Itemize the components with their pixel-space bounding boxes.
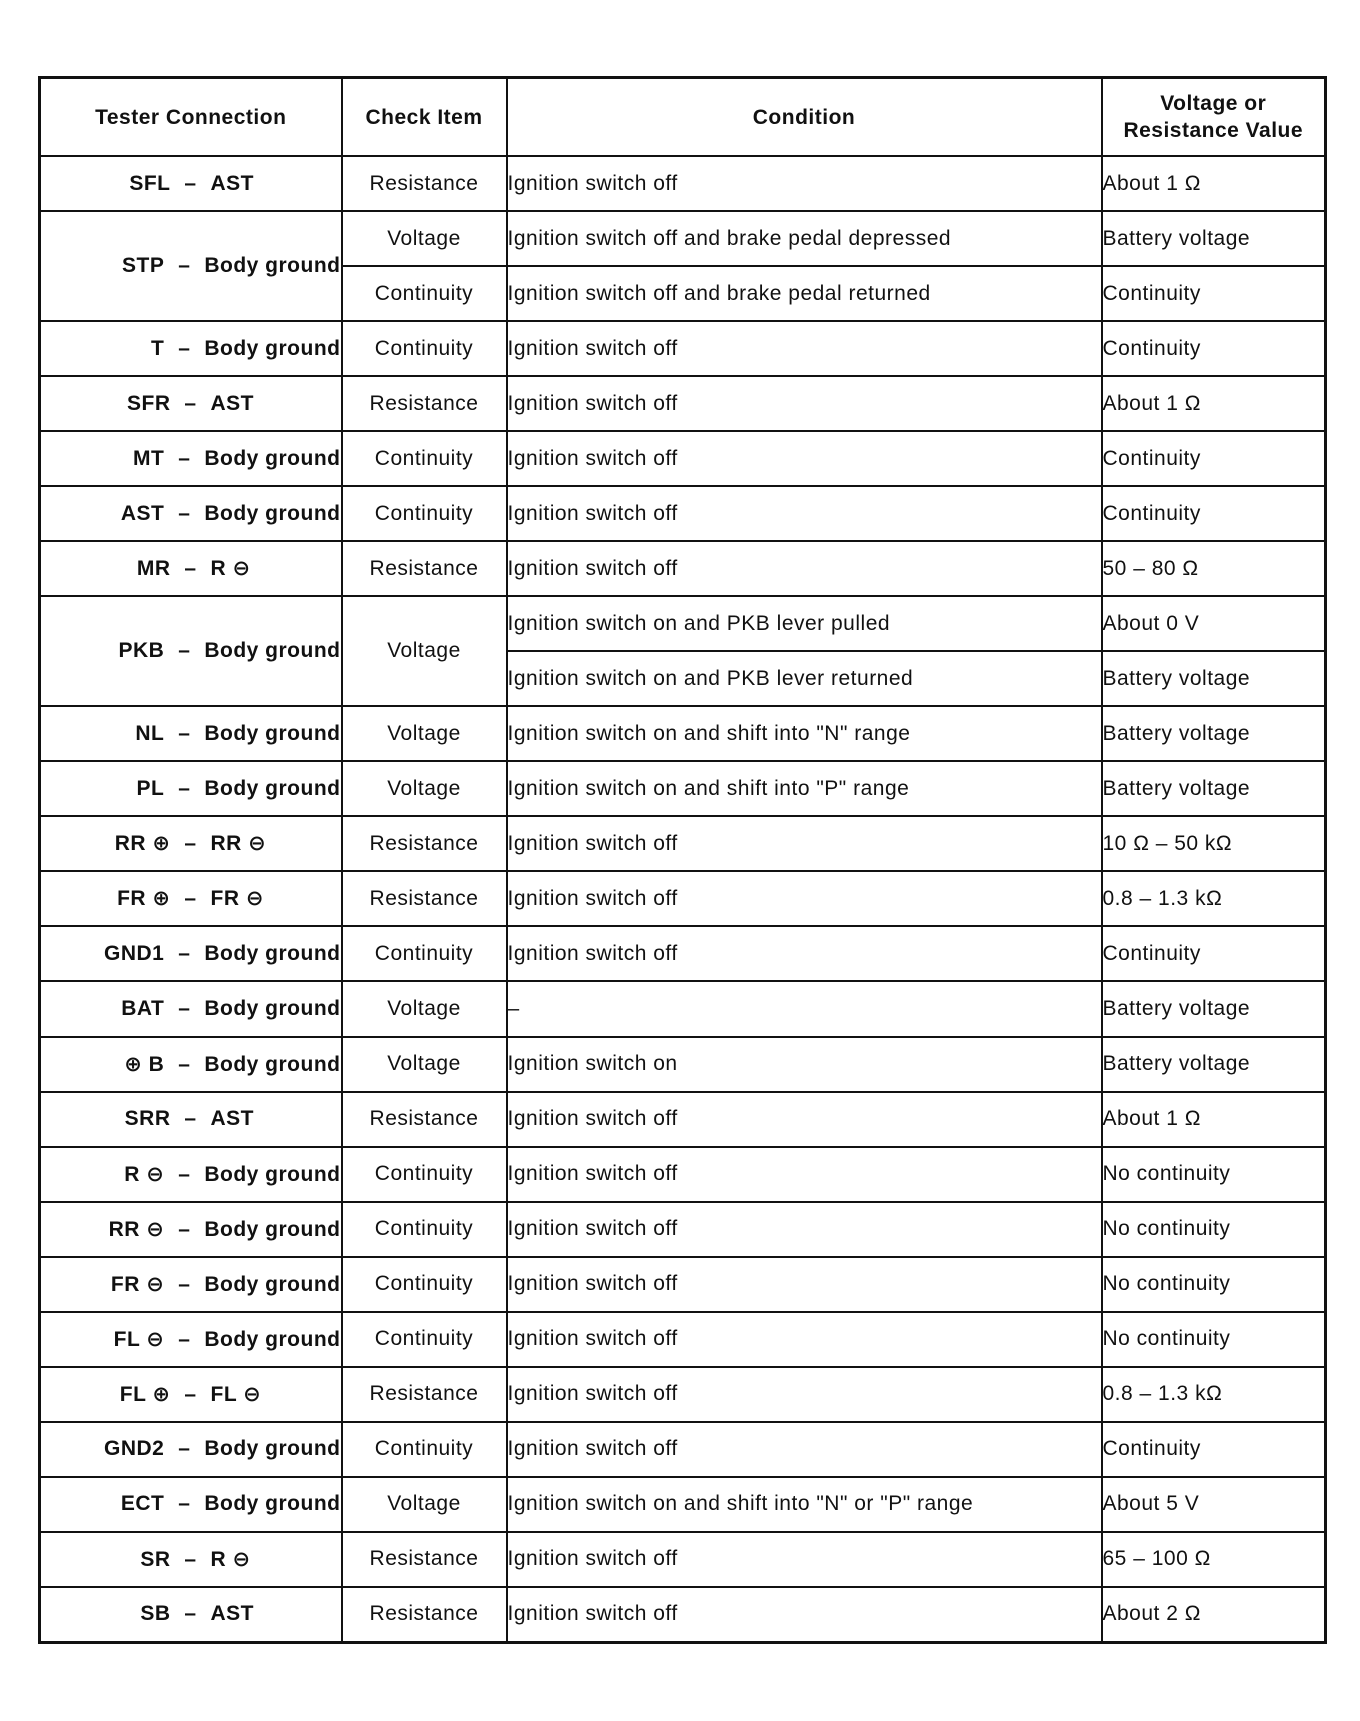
check-item-cell: Voltage [342, 211, 507, 266]
tester-connection-cell [40, 871, 342, 926]
header-row [40, 78, 1326, 157]
terminal-b: R ⊖ [210, 1547, 251, 1571]
connection-dash: – [178, 996, 191, 1020]
check-item-cell: Continuity [342, 486, 507, 541]
terminal-b: Body ground [204, 501, 341, 525]
condition-cell: Ignition switch off [507, 871, 1102, 926]
terminal-a: R ⊖ [124, 1162, 165, 1186]
tester-connection-cell [40, 1037, 342, 1092]
terminal-a: FL ⊕ [119, 1382, 171, 1406]
terminal-a: ⊕ B [124, 1052, 165, 1076]
condition-cell: Ignition switch on [507, 1037, 1102, 1092]
connection-dash: – [184, 832, 197, 856]
connection-dash: – [178, 776, 191, 800]
check-item-cell: Voltage [342, 761, 507, 816]
condition-cell: – [507, 981, 1102, 1036]
check-item-cell: Continuity [342, 266, 507, 321]
tester-connection-cell [40, 486, 342, 541]
tester-connection-cell [40, 1587, 342, 1643]
terminal-b: Body ground [204, 776, 341, 800]
check-item-cell: Voltage [342, 706, 507, 761]
connection-dash: – [184, 1382, 197, 1406]
check-item-cell: Continuity [342, 1312, 507, 1367]
terminal-a: RR ⊖ [108, 1217, 165, 1241]
connection-dash: – [178, 1492, 191, 1516]
check-item-cell: Resistance [342, 816, 507, 871]
condition-cell: Ignition switch off [507, 816, 1102, 871]
condition-cell: Ignition switch off and brake pedal depressed [507, 211, 1102, 266]
check-item-cell: Continuity [342, 431, 507, 486]
header-value-line2: Resistance Value [1123, 119, 1304, 142]
check-item-cell: Continuity [342, 1147, 507, 1202]
table-row [40, 926, 1326, 981]
value-cell: 0.8 – 1.3 kΩ [1102, 871, 1326, 926]
terminal-a: MT [133, 446, 165, 470]
condition-cell: Ignition switch off [507, 1422, 1102, 1477]
check-item-cell: Resistance [342, 1092, 507, 1147]
table-row [40, 1587, 1326, 1643]
terminal-b: Body ground [204, 1437, 341, 1461]
value-cell: 65 – 100 Ω [1102, 1532, 1326, 1587]
terminal-b: RR ⊖ [210, 832, 267, 856]
check-item-cell: Resistance [342, 1367, 507, 1422]
value-cell: Battery voltage [1102, 1037, 1326, 1092]
terminal-a: STP [122, 254, 165, 278]
connection-dash: – [178, 1272, 191, 1296]
terminal-a: MR [136, 557, 171, 581]
check-item-cell: Resistance [342, 1532, 507, 1587]
tester-connection-cell [40, 156, 342, 211]
value-cell: 0.8 – 1.3 kΩ [1102, 1367, 1326, 1422]
header-check-item: Check Item [342, 78, 507, 157]
connection-dash: – [184, 557, 197, 581]
tester-connection-cell [40, 761, 342, 816]
connection-dash: – [178, 1162, 191, 1186]
table-row [40, 1092, 1326, 1147]
tester-connection-cell [40, 816, 342, 871]
check-item-cell: Voltage [342, 981, 507, 1036]
table-row [40, 376, 1326, 431]
header-tester-connection: Tester Connection [40, 78, 342, 157]
condition-cell: Ignition switch off [507, 486, 1102, 541]
connection-dash: – [184, 887, 197, 911]
value-cell: About 1 Ω [1102, 1092, 1326, 1147]
tester-connection-cell [40, 321, 342, 376]
condition-cell: Ignition switch off [507, 1202, 1102, 1257]
check-item-cell: Resistance [342, 871, 507, 926]
connection-dash: – [178, 941, 191, 965]
terminal-a: BAT [121, 996, 165, 1020]
condition-cell: Ignition switch off [507, 1367, 1102, 1422]
terminal-b: Body ground [204, 446, 341, 470]
terminal-b: AST [210, 391, 254, 415]
value-cell: Continuity [1102, 266, 1326, 321]
value-cell: Continuity [1102, 431, 1326, 486]
terminal-a: SB [140, 1602, 171, 1626]
tester-connection-cell [40, 541, 342, 596]
check-item-cell: Resistance [342, 541, 507, 596]
condition-cell: Ignition switch off [507, 431, 1102, 486]
terminal-a: SRR [124, 1107, 171, 1131]
terminal-a: FL ⊖ [113, 1327, 165, 1351]
condition-cell: Ignition switch off [507, 1257, 1102, 1312]
table-row [40, 431, 1326, 486]
terminal-b: R ⊖ [210, 557, 251, 581]
table-row [40, 1257, 1326, 1312]
connection-dash: – [184, 1107, 197, 1131]
table-row [40, 761, 1326, 816]
terminal-a: AST [120, 501, 165, 525]
check-item-cell: Resistance [342, 1587, 507, 1643]
table-row [40, 1312, 1326, 1367]
value-cell: No continuity [1102, 1257, 1326, 1312]
terminal-a: PL [136, 776, 165, 800]
condition-cell: Ignition switch off [507, 376, 1102, 431]
terminal-a: SFR [127, 391, 171, 415]
tester-connection-cell [40, 1092, 342, 1147]
table-row [40, 1532, 1326, 1587]
check-item-cell: Voltage [342, 1477, 507, 1532]
connection-dash: – [178, 1437, 191, 1461]
tester-connection-cell [40, 1422, 342, 1477]
tester-connection-cell [40, 596, 342, 706]
value-cell: Continuity [1102, 486, 1326, 541]
terminal-a: ECT [120, 1492, 165, 1516]
condition-cell: Ignition switch on and PKB lever pulled [507, 596, 1102, 651]
terminal-a: T [151, 336, 165, 360]
check-item-cell: Resistance [342, 376, 507, 431]
terminal-b: FL ⊖ [210, 1382, 262, 1406]
value-cell: About 1 Ω [1102, 376, 1326, 431]
connection-dash: – [178, 254, 191, 278]
condition-cell: Ignition switch off [507, 541, 1102, 596]
terminal-a: PKB [118, 639, 165, 663]
terminal-b: Body ground [204, 254, 341, 278]
table-row [40, 871, 1326, 926]
condition-cell: Ignition switch off [507, 1092, 1102, 1147]
value-cell: About 0 V [1102, 596, 1326, 651]
terminal-a: GND2 [103, 1437, 165, 1461]
tester-connection-cell [40, 1202, 342, 1257]
terminal-b: Body ground [204, 1162, 341, 1186]
connection-dash: – [178, 1217, 191, 1241]
table-row [40, 596, 1326, 651]
table-body [40, 156, 1326, 1643]
condition-cell: Ignition switch on and shift into "N" or "P" range [507, 1477, 1102, 1532]
value-cell: Battery voltage [1102, 706, 1326, 761]
terminal-b: FR ⊖ [210, 887, 264, 911]
terminal-b: Body ground [204, 1272, 341, 1296]
condition-cell: Ignition switch off [507, 1532, 1102, 1587]
terminal-b: Body ground [204, 1217, 341, 1241]
table-row [40, 156, 1326, 211]
terminal-b: Body ground [204, 721, 341, 745]
terminal-b: Body ground [204, 639, 341, 663]
tester-connection-cell [40, 1147, 342, 1202]
table-row [40, 1202, 1326, 1257]
check-item-cell: Continuity [342, 321, 507, 376]
table-row [40, 1367, 1326, 1422]
condition-cell: Ignition switch on and PKB lever returned [507, 651, 1102, 706]
condition-cell: Ignition switch on and shift into "N" range [507, 706, 1102, 761]
connection-dash: – [178, 336, 191, 360]
connection-dash: – [178, 1052, 191, 1076]
check-item-cell: Continuity [342, 926, 507, 981]
table-row [40, 981, 1326, 1036]
check-item-cell: Continuity [342, 1422, 507, 1477]
table-row [40, 486, 1326, 541]
table-row [40, 1147, 1326, 1202]
condition-cell: Ignition switch on and shift into "P" range [507, 761, 1102, 816]
value-cell: Battery voltage [1102, 651, 1326, 706]
terminal-b: Body ground [204, 1327, 341, 1351]
check-item-cell: Continuity [342, 1202, 507, 1257]
value-cell: Continuity [1102, 926, 1326, 981]
terminal-a: SFL [129, 171, 171, 195]
check-item-cell: Resistance [342, 156, 507, 211]
tester-connection-cell [40, 981, 342, 1036]
terminal-b: Body ground [204, 1492, 341, 1516]
connection-dash: – [184, 1602, 197, 1626]
terminal-b: Body ground [204, 941, 341, 965]
terminal-a: FR ⊕ [117, 887, 171, 911]
tester-connection-cell [40, 926, 342, 981]
connection-dash: – [184, 171, 197, 195]
value-cell: 10 Ω – 50 kΩ [1102, 816, 1326, 871]
condition-cell: Ignition switch off and brake pedal returned [507, 266, 1102, 321]
connection-dash: – [184, 1547, 197, 1571]
terminal-a: RR ⊕ [114, 832, 171, 856]
value-cell: Battery voltage [1102, 211, 1326, 266]
condition-cell: Ignition switch off [507, 321, 1102, 376]
value-cell: Battery voltage [1102, 981, 1326, 1036]
connection-dash: – [178, 501, 191, 525]
terminal-a: SR [140, 1547, 171, 1571]
tester-connection-cell [40, 1367, 342, 1422]
terminal-b: Body ground [204, 996, 341, 1020]
table-row [40, 541, 1326, 596]
tester-connection-table [38, 76, 1327, 1644]
connection-dash: – [178, 639, 191, 663]
connection-dash: – [178, 721, 191, 745]
condition-cell: Ignition switch off [507, 1147, 1102, 1202]
value-cell: Continuity [1102, 1422, 1326, 1477]
tester-connection-cell [40, 706, 342, 761]
table-row [40, 321, 1326, 376]
tester-connection-cell [40, 1257, 342, 1312]
value-cell: No continuity [1102, 1147, 1326, 1202]
table-row [40, 1422, 1326, 1477]
terminal-a: GND1 [103, 941, 165, 965]
tester-connection-cell [40, 1532, 342, 1587]
table-row [40, 211, 1326, 266]
tester-connection-cell [40, 1312, 342, 1367]
check-item-cell: Voltage [342, 596, 507, 706]
table-row [40, 706, 1326, 761]
check-item-cell: Voltage [342, 1037, 507, 1092]
terminal-b: AST [210, 171, 254, 195]
header-condition: Condition [507, 78, 1102, 157]
connection-dash: – [184, 391, 197, 415]
table-row [40, 1477, 1326, 1532]
value-cell: About 1 Ω [1102, 156, 1326, 211]
connection-dash: – [178, 1327, 191, 1351]
tester-connection-cell [40, 1477, 342, 1532]
terminal-a: FR ⊖ [110, 1272, 165, 1296]
tester-connection-cell [40, 431, 342, 486]
condition-cell: Ignition switch off [507, 1587, 1102, 1643]
connection-dash: – [178, 446, 191, 470]
terminal-b: Body ground [204, 336, 341, 360]
check-item-cell: Continuity [342, 1257, 507, 1312]
value-cell: About 5 V [1102, 1477, 1326, 1532]
terminal-a: NL [135, 721, 165, 745]
value-cell: Continuity [1102, 321, 1326, 376]
value-cell: Battery voltage [1102, 761, 1326, 816]
tester-connection-cell [40, 211, 342, 321]
value-cell: About 2 Ω [1102, 1587, 1326, 1643]
value-cell: No continuity [1102, 1202, 1326, 1257]
terminal-b: AST [210, 1602, 254, 1626]
condition-cell: Ignition switch off [507, 926, 1102, 981]
terminal-b: AST [210, 1107, 254, 1131]
header-value [1102, 78, 1326, 157]
condition-cell: Ignition switch off [507, 156, 1102, 211]
condition-cell: Ignition switch off [507, 1312, 1102, 1367]
value-cell: No continuity [1102, 1312, 1326, 1367]
value-cell: 50 – 80 Ω [1102, 541, 1326, 596]
header-value-line1: Voltage or [1160, 92, 1267, 115]
table-row [40, 816, 1326, 871]
terminal-b: Body ground [204, 1052, 341, 1076]
tester-connection-cell [40, 376, 342, 431]
table-row [40, 1037, 1326, 1092]
